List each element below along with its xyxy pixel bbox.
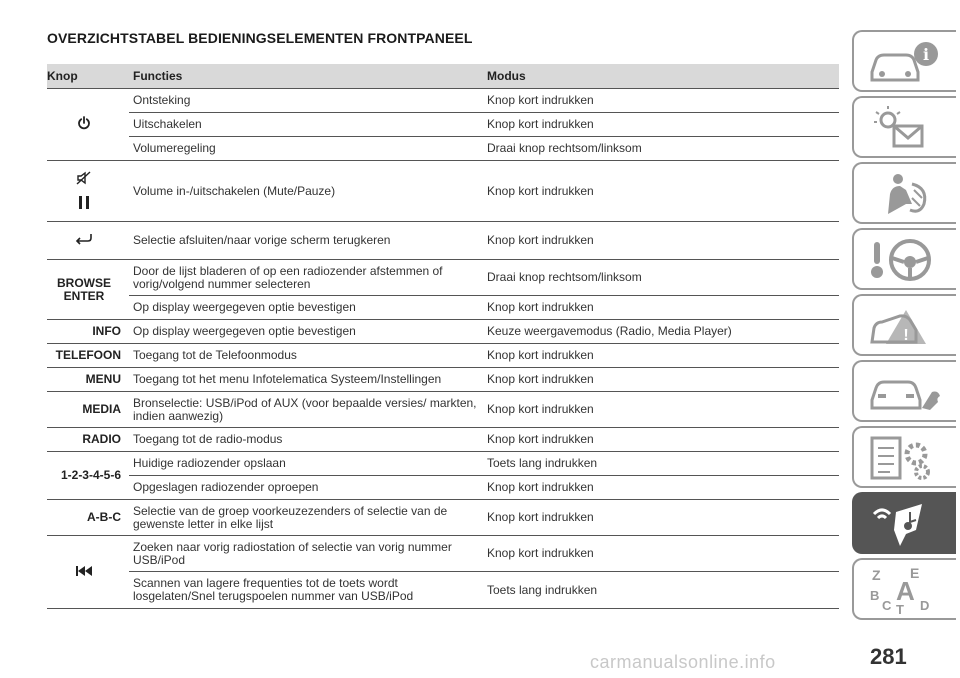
function-cell: Volume in-/uitschakelen (Mute/Pauze) <box>129 161 483 222</box>
mode-cell: Toets lang indrukken <box>483 452 839 476</box>
svg-text:E: E <box>910 566 920 581</box>
multimedia-music-icon <box>866 500 946 548</box>
back-arrow-icon <box>74 233 94 245</box>
function-cell: Selectie afsluiten/naar vorige scherm terugkeren <box>129 222 483 260</box>
function-cell: Toegang tot de Telefoonmodus <box>129 344 483 368</box>
table-row <box>47 572 839 609</box>
function-cell: Huidige radiozender opslaan <box>129 452 483 476</box>
page-number: 281 <box>870 644 907 669</box>
mode-cell: Toets lang indrukken <box>483 572 839 609</box>
browse-enter-key-cell: BROWSE ENTER <box>47 260 129 320</box>
svg-text:i: i <box>922 45 930 64</box>
telefoon-key-cell: TELEFOON <box>47 344 129 368</box>
function-cell: Toegang tot het menu Infotelematica Systeem/Instellingen <box>129 368 483 392</box>
abc-key-cell: A-B-C <box>47 500 129 536</box>
steering-wheel-icon <box>866 236 946 284</box>
mode-cell: Knop kort indrukken <box>483 536 839 572</box>
sidebar-tab-car-info[interactable] <box>852 30 956 92</box>
table-row <box>47 137 839 161</box>
table-row <box>47 500 839 536</box>
function-cell: Ontsteking <box>129 89 483 113</box>
function-cell: Scannen van lagere frequenties tot de toets wordt losgelaten/Snel terugspoelen nummer van USB/iPod <box>129 572 483 609</box>
table-row <box>47 89 839 113</box>
header-modus: Modus <box>483 64 839 89</box>
svg-text:D: D <box>920 598 930 613</box>
power-key-cell <box>47 89 129 161</box>
function-cell: Door de lijst bladeren of op een radiozender afstemmen of vorig/volgend nummer selecteren <box>129 260 483 296</box>
sidebar-tab-emergency[interactable] <box>852 294 956 356</box>
mute-pause-key-cell <box>47 161 129 222</box>
mode-cell: Knop kort indrukken <box>483 500 839 536</box>
table-row <box>47 392 839 428</box>
table-row <box>47 296 839 320</box>
car-accident-icon <box>866 302 946 350</box>
function-cell: Toegang tot de radio-modus <box>129 428 483 452</box>
chapter-sidebar <box>852 30 956 624</box>
mode-cell: Knop kort indrukken <box>483 476 839 500</box>
mode-cell: Knop kort indrukken <box>483 161 839 222</box>
table-row <box>47 344 839 368</box>
safety-airbag-icon <box>866 170 946 218</box>
watermark: carmanualsonline.info <box>590 652 776 672</box>
sidebar-tab-index[interactable] <box>852 558 956 620</box>
function-cell: Volumeregeling <box>129 137 483 161</box>
table-row <box>47 113 839 137</box>
page-title: OVERZICHTSTABEL BEDIENINGSELEMENTEN FRONTPANEEL <box>47 30 473 46</box>
table-row <box>47 222 839 260</box>
mode-cell: Knop kort indrukken <box>483 344 839 368</box>
mode-cell: Draai knop rechtsom/linksom <box>483 137 839 161</box>
sidebar-tab-multimedia[interactable] <box>852 492 956 554</box>
car-maintenance-icon <box>866 368 946 416</box>
svg-text:!: ! <box>903 327 909 344</box>
function-cell: Bronselectie: USB/iPod of AUX (voor bepaalde versies/ markten, indien aanwezig) <box>129 392 483 428</box>
mode-cell: Knop kort indrukken <box>483 113 839 137</box>
svg-text:Z: Z <box>872 567 881 583</box>
function-cell: Selectie van de groep voorkeuzezenders of selectie van de gewenste letter in elke lijst <box>129 500 483 536</box>
function-cell: Zoeken naar vorig radiostation of selectie van vorig nummer USB/iPod <box>129 536 483 572</box>
table-row <box>47 476 839 500</box>
mode-cell: Knop kort indrukken <box>483 368 839 392</box>
pause-icon <box>78 196 90 209</box>
mode-cell: Knop kort indrukken <box>483 392 839 428</box>
table-row <box>47 452 839 476</box>
mode-cell: Knop kort indrukken <box>483 222 839 260</box>
function-cell: Uitschakelen <box>129 113 483 137</box>
radio-key-cell: RADIO <box>47 428 129 452</box>
sidebar-tab-maintenance[interactable] <box>852 360 956 422</box>
alphabetical-index-icon <box>866 566 946 614</box>
mute-icon <box>76 171 92 185</box>
back-key-cell <box>47 222 129 260</box>
mode-cell: Knop kort indrukken <box>483 89 839 113</box>
sidebar-tab-steering[interactable] <box>852 228 956 290</box>
mode-cell: Draai knop rechtsom/linksom <box>483 260 839 296</box>
table-row <box>47 320 839 344</box>
svg-text:A: A <box>896 576 915 606</box>
specifications-gear-icon <box>866 434 946 482</box>
info-key-cell: INFO <box>47 320 129 344</box>
header-knop: Knop <box>47 64 129 89</box>
table-row <box>47 161 839 222</box>
svg-text:B: B <box>870 588 880 603</box>
media-key-cell: MEDIA <box>47 392 129 428</box>
preset-keys-cell: 1-2-3-4-5-6 <box>47 452 129 500</box>
controls-table <box>47 64 839 609</box>
car-info-icon <box>866 38 946 86</box>
svg-text:C: C <box>882 598 892 613</box>
mode-cell: Keuze weergavemodus (Radio, Media Player) <box>483 320 839 344</box>
sidebar-tab-warning-lights[interactable] <box>852 96 956 158</box>
table-row <box>47 260 839 296</box>
previous-key-cell <box>47 536 129 609</box>
warning-lights-icon <box>866 104 946 152</box>
sidebar-tab-specifications[interactable] <box>852 426 956 488</box>
previous-track-icon <box>76 566 92 576</box>
sidebar-tab-safety[interactable] <box>852 162 956 224</box>
table-row <box>47 428 839 452</box>
header-functies: Functies <box>129 64 483 89</box>
function-cell: Op display weergegeven optie bevestigen <box>129 320 483 344</box>
svg-text:T: T <box>896 602 904 614</box>
table-row <box>47 368 839 392</box>
table-row <box>47 536 839 572</box>
mode-cell: Knop kort indrukken <box>483 296 839 320</box>
table-header-row <box>47 64 839 89</box>
menu-key-cell: MENU <box>47 368 129 392</box>
mode-cell: Knop kort indrukken <box>483 428 839 452</box>
power-icon <box>77 116 91 130</box>
function-cell: Op display weergegeven optie bevestigen <box>129 296 483 320</box>
function-cell: Opgeslagen radiozender oproepen <box>129 476 483 500</box>
